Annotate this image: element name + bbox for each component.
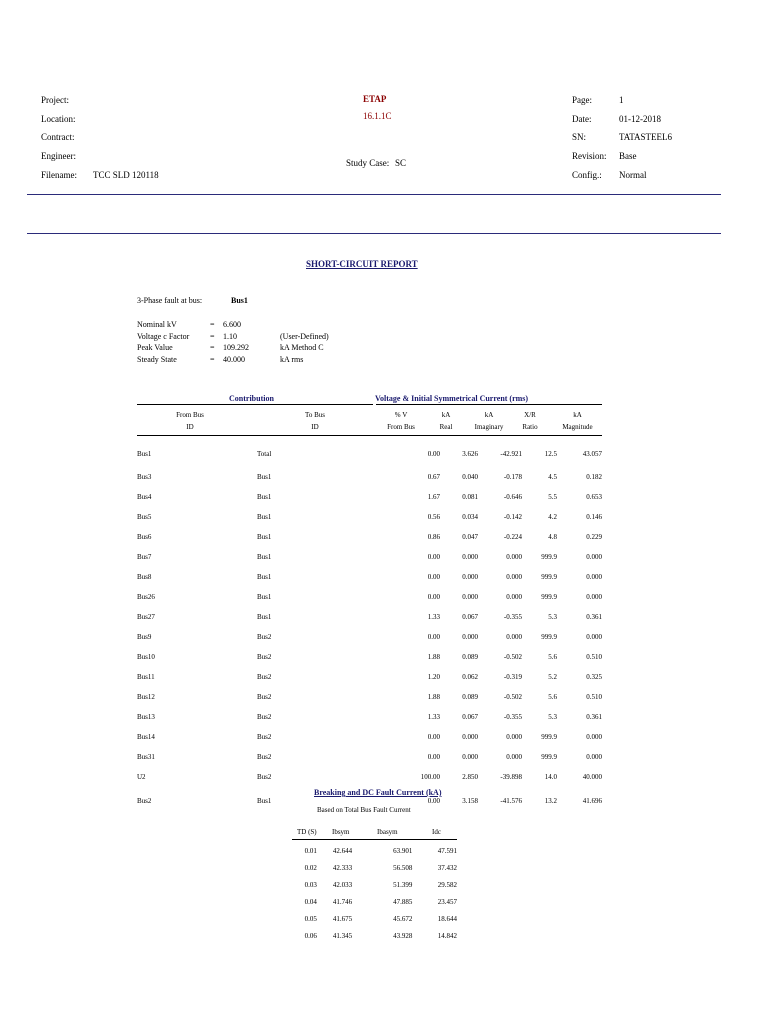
cell-xr: 999.9 [541, 573, 557, 581]
cell-idc: 18.644 [437, 914, 457, 923]
breaking-title: Breaking and DC Fault Current (kA) [314, 788, 442, 797]
contract-label: Contract: [41, 132, 75, 142]
cell-from-bus: Bus3 [137, 473, 152, 481]
table-row [137, 584, 602, 604]
cell-ka-real: 3.626 [462, 450, 478, 458]
cell-from-bus: Bus4 [137, 493, 152, 501]
param-eq: = [210, 355, 215, 364]
cell-pct-v: 0.00 [427, 753, 440, 761]
cell-ibsym: 42.333 [332, 863, 353, 872]
cell-to-bus: Bus2 [257, 673, 272, 681]
cell-to-bus: Bus2 [257, 693, 272, 701]
cell-ka-imag: 0.000 [506, 753, 522, 761]
cell-ibsym: 41.746 [332, 897, 353, 906]
cell-pct-v: 0.00 [427, 797, 440, 805]
group-header-voltage: Voltage & Initial Symmetrical Current (rms) [375, 394, 529, 403]
cell-ka-imag: -42.921 [500, 450, 522, 458]
col-pctv-l1: % V [394, 411, 408, 419]
cell-ka-imag: -0.502 [503, 693, 522, 701]
group-rule-contribution [137, 404, 373, 405]
cell-ibasym: 43.928 [393, 931, 413, 940]
cell-ka-imag: -39.898 [500, 773, 522, 781]
col-pctv-l2: From Bus [387, 423, 415, 431]
breaking-subtitle: Based on Total Bus Fault Current [317, 806, 411, 814]
table-row [137, 504, 602, 524]
header-divider-bottom [27, 233, 721, 234]
date-value: 01-12-2018 [619, 114, 661, 124]
col-real-l1: kA [441, 411, 451, 419]
cell-from-bus: Bus12 [137, 693, 155, 701]
cell-pct-v: 0.00 [427, 573, 440, 581]
cell-ka-mag: 43.057 [582, 450, 602, 458]
col-mag-l1: kA [573, 411, 582, 419]
revision-value: Base [619, 151, 637, 161]
table-row [137, 604, 602, 624]
table-row [137, 564, 602, 584]
column-header-rule [137, 435, 602, 436]
cell-pct-v: 1.20 [427, 673, 440, 681]
cell-xr: 999.9 [541, 753, 557, 761]
cell-to-bus: Bus2 [257, 633, 272, 641]
cell-pct-v: 1.88 [427, 693, 440, 701]
cell-from-bus: Bus14 [137, 733, 155, 741]
col-to-bus-l1: To Bus [305, 411, 325, 419]
cell-ka-imag: 0.000 [506, 573, 522, 581]
param-value: 1.10 [223, 332, 237, 341]
cell-idc: 14.842 [437, 931, 457, 940]
table-row [137, 461, 602, 484]
cell-ibasym: 45.672 [393, 914, 413, 923]
cell-ka-mag: 0.325 [586, 673, 602, 681]
table-row [137, 684, 602, 704]
cell-to-bus: Bus1 [257, 533, 272, 541]
cell-xr: 5.6 [548, 653, 557, 661]
cell-to-bus: Bus1 [257, 797, 272, 805]
table-row [137, 484, 602, 504]
col-xr-l1: X/R [524, 411, 536, 419]
cell-ka-real: 0.067 [462, 613, 478, 621]
cell-from-bus: U2 [137, 773, 146, 781]
cell-idc: 37.432 [437, 863, 457, 872]
cell-ka-real: 2.850 [462, 773, 478, 781]
param-name: Steady State [137, 355, 177, 364]
cell-xr: 999.9 [541, 733, 557, 741]
cell-to-bus: Bus1 [257, 513, 272, 521]
breaking-header-rule [292, 839, 457, 840]
cell-ka-real: 0.034 [462, 513, 478, 521]
cell-ibsym: 41.345 [332, 931, 353, 940]
cell-ka-mag: 0.510 [586, 653, 602, 661]
table-row [137, 524, 602, 544]
cell-ka-imag: 0.000 [506, 733, 522, 741]
cell-td: 0.06 [304, 931, 317, 940]
breaking-col-td: TD (S) [297, 828, 317, 836]
page-value: 1 [619, 95, 624, 105]
param-value: 6.600 [223, 320, 241, 329]
table-row [292, 910, 457, 927]
cell-to-bus: Bus1 [257, 613, 272, 621]
table-row [292, 927, 457, 944]
cell-td: 0.02 [304, 863, 317, 872]
cell-to-bus: Total [257, 450, 272, 458]
param-value: 40.000 [223, 355, 245, 364]
cell-xr: 999.9 [541, 553, 557, 561]
param-name: Nominal kV [137, 320, 177, 329]
cell-ka-real: 0.000 [462, 573, 478, 581]
cell-ka-mag: 0.000 [586, 593, 602, 601]
config-value: Normal [619, 170, 647, 180]
cell-ka-mag: 0.361 [586, 713, 602, 721]
cell-xr: 5.2 [548, 673, 557, 681]
cell-idc: 47.591 [437, 846, 457, 855]
cell-from-bus: Bus1 [137, 450, 152, 458]
sn-label: SN: [572, 132, 587, 142]
cell-idc: 29.582 [437, 880, 457, 889]
cell-ka-real: 0.000 [462, 733, 478, 741]
cell-xr: 14.0 [544, 773, 557, 781]
cell-ka-real: 0.040 [462, 473, 478, 481]
cell-ka-real: 0.000 [462, 593, 478, 601]
cell-ka-mag: 0.000 [586, 733, 602, 741]
col-imag-l2: Imaginary [474, 423, 504, 431]
cell-ka-real: 0.062 [462, 673, 478, 681]
cell-xr: 12.5 [544, 450, 557, 458]
cell-pct-v: 1.33 [427, 613, 440, 621]
col-real-l2: Real [439, 423, 453, 431]
cell-xr: 4.8 [548, 533, 557, 541]
cell-to-bus: Bus2 [257, 713, 272, 721]
param-unit: kA Method C [280, 343, 324, 352]
table-row [137, 764, 602, 784]
param-eq: = [210, 332, 215, 341]
cell-ka-imag: -0.646 [503, 493, 522, 501]
cell-ka-mag: 0.000 [586, 753, 602, 761]
cell-td: 0.03 [304, 880, 317, 889]
report-title: SHORT-CIRCUIT REPORT [306, 259, 418, 269]
table-row [137, 724, 602, 744]
param-name: Voltage c Factor [137, 332, 190, 341]
cell-td: 0.05 [304, 914, 317, 923]
cell-from-bus: Bus8 [137, 573, 152, 581]
cell-ka-real: 0.089 [462, 693, 478, 701]
cell-ka-imag: 0.000 [506, 553, 522, 561]
col-from-bus-l1: From Bus [176, 411, 204, 419]
col-mag-l2: Magnitude [562, 423, 593, 431]
table-row [137, 544, 602, 564]
breaking-col-idc: Idc [432, 828, 441, 836]
cell-to-bus: Bus2 [257, 653, 272, 661]
cell-xr: 999.9 [541, 633, 557, 641]
cell-ka-mag: 0.182 [586, 473, 602, 481]
cell-ibasym: 56.508 [393, 863, 413, 872]
cell-ka-real: 0.081 [462, 493, 478, 501]
cell-pct-v: 0.56 [427, 513, 440, 521]
cell-ka-imag: -41.576 [500, 797, 522, 805]
cell-ka-imag: -0.355 [503, 713, 522, 721]
cell-ka-imag: 0.000 [506, 633, 522, 641]
param-eq: = [210, 320, 215, 329]
cell-ka-imag: -0.142 [503, 513, 522, 521]
cell-ibasym: 63.901 [393, 846, 413, 855]
param-unit: kA rms [280, 355, 304, 364]
header-divider-top [27, 194, 721, 195]
study-case-label: Study Case: [346, 158, 390, 168]
table-row [292, 893, 457, 910]
revision-label: Revision: [572, 151, 607, 161]
cell-xr: 4.5 [548, 473, 557, 481]
cell-to-bus: Bus1 [257, 473, 272, 481]
group-header-contribution: Contribution [229, 394, 274, 403]
cell-xr: 5.5 [548, 493, 557, 501]
cell-ka-real: 0.047 [462, 533, 478, 541]
page-label: Page: [572, 95, 592, 105]
table-row [137, 441, 602, 461]
cell-to-bus: Bus1 [257, 493, 272, 501]
cell-ka-imag: -0.178 [503, 473, 522, 481]
cell-from-bus: Bus2 [137, 797, 152, 805]
cell-pct-v: 100.00 [420, 773, 440, 781]
breaking-table [292, 842, 457, 944]
cell-ka-mag: 0.361 [586, 613, 602, 621]
cell-pct-v: 0.86 [427, 533, 440, 541]
table-row [137, 624, 602, 644]
cell-to-bus: Bus1 [257, 593, 272, 601]
cell-ka-real: 0.000 [462, 553, 478, 561]
cell-ka-mag: 0.146 [586, 513, 602, 521]
cell-ka-mag: 0.653 [586, 493, 602, 501]
cell-pct-v: 1.67 [427, 493, 440, 501]
cell-from-bus: Bus10 [137, 653, 155, 661]
cell-from-bus: Bus27 [137, 613, 155, 621]
cell-ka-real: 0.067 [462, 713, 478, 721]
fault-bus: Bus1 [231, 296, 248, 305]
engineer-label: Engineer: [41, 151, 76, 161]
cell-pct-v: 1.88 [427, 653, 440, 661]
date-label: Date: [572, 114, 592, 124]
cell-ibsym: 42.033 [332, 880, 353, 889]
cell-ibsym: 41.675 [332, 914, 353, 923]
cell-ka-mag: 41.696 [582, 797, 602, 805]
cell-ka-mag: 40.000 [582, 773, 602, 781]
fault-label: 3-Phase fault at bus: [137, 296, 203, 305]
cell-pct-v: 0.00 [427, 633, 440, 641]
table-row [292, 876, 457, 893]
cell-pct-v: 0.67 [427, 473, 440, 481]
col-from-bus-l2: ID [186, 423, 194, 431]
cell-xr: 5.3 [548, 713, 557, 721]
table-row [137, 664, 602, 684]
study-case-value: SC [395, 158, 407, 168]
table-row [137, 744, 602, 764]
table-row [292, 842, 457, 859]
cell-td: 0.04 [304, 897, 317, 906]
contribution-table [137, 441, 602, 808]
cell-pct-v: 0.00 [427, 553, 440, 561]
cell-from-bus: Bus31 [137, 753, 155, 761]
cell-ka-mag: 0.229 [586, 533, 602, 541]
cell-ka-mag: 0.000 [586, 633, 602, 641]
param-eq: = [210, 343, 215, 352]
cell-ka-imag: -0.224 [503, 533, 522, 541]
cell-ibasym: 47.885 [393, 897, 413, 906]
col-xr-l2: Ratio [522, 423, 538, 431]
param-name: Peak Value [137, 343, 173, 352]
breaking-col-ibsym: Ibsym [332, 828, 350, 836]
cell-ka-real: 0.000 [462, 633, 478, 641]
cell-to-bus: Bus2 [257, 733, 272, 741]
cell-idc: 23.457 [437, 897, 457, 906]
cell-to-bus: Bus2 [257, 773, 272, 781]
table-row [137, 704, 602, 724]
cell-ka-mag: 0.000 [586, 553, 602, 561]
cell-ka-mag: 0.510 [586, 693, 602, 701]
cell-pct-v: 0.00 [427, 450, 440, 458]
param-unit: (User-Defined) [280, 332, 329, 341]
config-label: Config.: [572, 170, 602, 180]
cell-pct-v: 0.00 [427, 593, 440, 601]
app-name: ETAP [363, 94, 387, 104]
cell-ka-real: 0.089 [462, 653, 478, 661]
breaking-col-ibasym: Ibasym [377, 828, 398, 836]
table-row [137, 644, 602, 664]
col-imag-l1: kA [484, 411, 494, 419]
cell-ka-imag: -0.502 [503, 653, 522, 661]
app-version: 16.1.1C [363, 111, 392, 121]
cell-ka-mag: 0.000 [586, 573, 602, 581]
cell-ka-imag: 0.000 [506, 593, 522, 601]
cell-to-bus: Bus1 [257, 553, 272, 561]
sn-value: TATASTEEL6 [619, 132, 673, 142]
group-rule-voltage [376, 404, 602, 405]
cell-pct-v: 1.33 [427, 713, 440, 721]
cell-from-bus: Bus13 [137, 713, 155, 721]
cell-ibasym: 51.399 [393, 880, 413, 889]
cell-ka-imag: -0.355 [503, 613, 522, 621]
filename-value: TCC SLD 120118 [93, 170, 159, 180]
filename-label: Filename: [41, 170, 77, 180]
cell-from-bus: Bus9 [137, 633, 152, 641]
cell-from-bus: Bus11 [137, 673, 155, 681]
cell-xr: 13.2 [544, 797, 557, 805]
cell-to-bus: Bus1 [257, 573, 272, 581]
cell-pct-v: 0.00 [427, 733, 440, 741]
param-value: 109.292 [223, 343, 249, 352]
project-label: Project: [41, 95, 69, 105]
cell-from-bus: Bus7 [137, 553, 152, 561]
cell-td: 0.01 [304, 846, 317, 855]
cell-to-bus: Bus2 [257, 753, 272, 761]
cell-from-bus: Bus26 [137, 593, 155, 601]
cell-ka-imag: -0.319 [503, 673, 522, 681]
cell-xr: 999.9 [541, 593, 557, 601]
cell-xr: 5.6 [548, 693, 557, 701]
location-label: Location: [41, 114, 76, 124]
cell-ka-real: 3.158 [462, 797, 478, 805]
cell-ka-real: 0.000 [462, 753, 478, 761]
col-to-bus-l2: ID [311, 423, 319, 431]
cell-from-bus: Bus5 [137, 513, 152, 521]
table-row [292, 859, 457, 876]
cell-from-bus: Bus6 [137, 533, 152, 541]
cell-ibsym: 42.644 [332, 846, 353, 855]
cell-xr: 4.2 [548, 513, 557, 521]
cell-xr: 5.3 [548, 613, 557, 621]
